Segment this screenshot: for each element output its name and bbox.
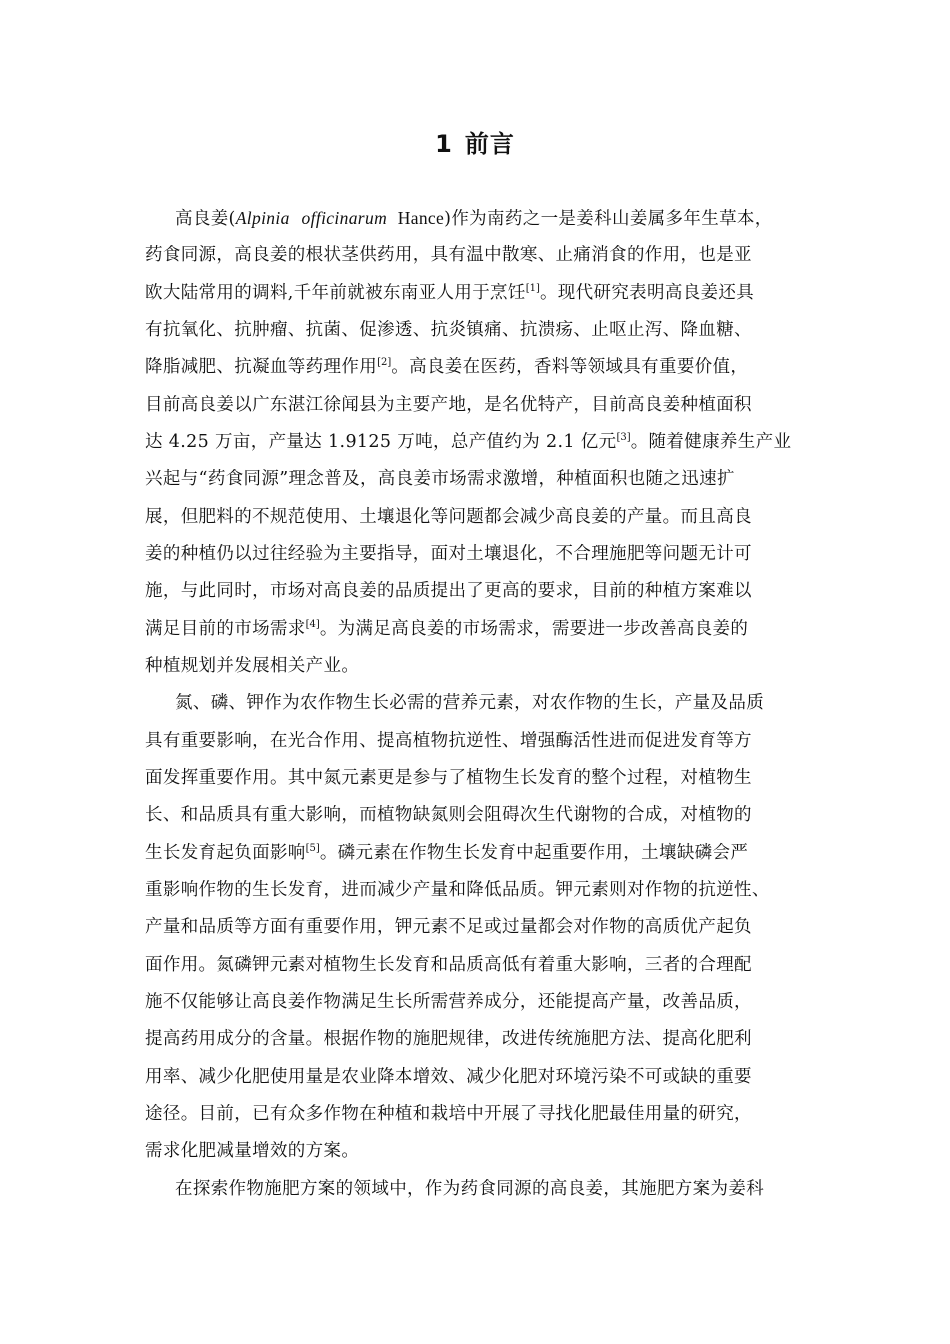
text-run: 。磷元素在作物生长发育中起重要作用，土壤缺磷会严: [319, 843, 749, 863]
citation-ref-5: [5]: [305, 843, 320, 854]
text-run: 。高良姜在医药，香料等领域具有重要价值，: [391, 357, 749, 377]
paragraph-1-line-2: 药食同源，高良姜的根状茎供药用，具有温中散寒、止痛消食的作用，也是亚: [145, 245, 752, 265]
citation-ref-3: [3]: [616, 432, 631, 443]
text-run: 降脂减肥、抗凝血等药理作用: [145, 357, 378, 377]
paragraph-2-line-3: 面发挥重要作用。其中氮元素更是参与了植物生长发育的整个过程，对植物生: [145, 768, 752, 788]
text-run: 。随着健康养生产业: [630, 432, 792, 452]
paragraph-1-line-12: [145, 617, 815, 641]
section-number: 1: [435, 130, 453, 158]
text-run: 。现代研究表明高良姜还具: [539, 283, 755, 303]
paragraph-2-line-8: 面作用。氮磷钾元素对植物生长发育和品质高低有着重大影响，三者的合理配: [145, 955, 752, 975]
paragraph-2-line-2: 具有重要影响，在光合作用、提高植物抗逆性、增强酶活性进而促进发育等方: [145, 731, 752, 751]
paragraph-2-line-9: 施不仅能够让高良姜作物满足生长所需营养成分，还能提高产量，改善品质，: [145, 992, 752, 1012]
paragraph-1-line-9: 展，但肥料的不规范使用、土壤退化等问题都会减少高良姜的产量。而且高良: [145, 507, 752, 527]
citation-ref-1: [1]: [525, 283, 540, 294]
paragraph-2-line-4: 长、和品质具有重大影响，而植物缺氮则会阻碍次生代谢物的合成，对植物的: [145, 805, 752, 825]
paragraph-1-line-8: 兴起与“药食同源”理念普及，高良姜市场需求激增，种植面积也随之迅速扩: [145, 469, 735, 489]
paragraph-1-line-11: 施，与此同时，市场对高良姜的品质提出了更高的要求，目前的种植方案难以: [145, 581, 752, 601]
paragraph-1-line-7: [145, 430, 815, 454]
latin-author: Hance: [392, 208, 445, 228]
paragraph-1-line-13: 种植规划并发展相关产业。: [145, 656, 360, 676]
paragraph-2-line-1: 氮、磷、钾作为农作物生长必需的营养元素，对农作物的生长，产量及品质: [175, 693, 765, 713]
paragraph-2-line-11: 用率、减少化肥使用量是农业降本增效、减少化肥对环境污染不可或缺的重要: [145, 1067, 752, 1087]
paragraph-1-line-6: 目前高良姜以广东湛江徐闻县为主要产地，是名优特产，目前高良姜种植面积: [145, 395, 752, 415]
text-run: 。为满足高良姜的市场需求，需要进一步改善高良姜的: [319, 619, 749, 639]
text-run: 生长发育起负面影响: [145, 843, 306, 863]
paragraph-1-line-1: [175, 206, 815, 231]
paragraph-2-line-10: 提高药用成分的含量。根据作物的施肥规律，改进传统施肥方法、提高化肥利: [145, 1029, 752, 1049]
paragraph-3-line-1: 在探索作物施肥方案的领域中，作为药食同源的高良姜，其施肥方案为姜科: [175, 1179, 765, 1199]
paragraph-1-line-5: [145, 355, 815, 379]
paragraph-1-line-10: 姜的种植仍以过往经验为主要指导，面对土壤退化，不合理施肥等问题无计可: [145, 544, 752, 564]
text-run: 达 4.25 万亩，产量达 1.9125 万吨，总产值约为 2.1 亿元: [145, 432, 617, 452]
paragraph-2-line-5: [145, 841, 815, 865]
section-title: 前言: [464, 130, 515, 158]
paragraph-1-line-3: [145, 281, 815, 305]
latin-genus: Alpinia: [235, 208, 290, 228]
paragraph-1-line-4: 有抗氧化、抗肿瘤、抗菌、促渗透、抗炎镇痛、抗溃疡、止呕止泻、降血糖、: [145, 320, 752, 340]
text-run: 欧大陆常用的调料,千年前就被东南亚人用于烹饪: [145, 283, 526, 303]
latin-species: officinarum: [301, 208, 388, 228]
paragraph-2-line-7: 产量和品质等方面有重要作用，钾元素不足或过量都会对作物的高质优产起负: [145, 917, 752, 937]
paragraph-2-line-12: 途径。目前，已有众多作物在种植和栽培中开展了寻找化肥最佳用量的研究，: [145, 1104, 752, 1124]
text-run: 满足目前的市场需求: [145, 619, 306, 639]
paragraph-2-line-6: 重影响作物的生长发育，进而减少产量和降低品质。钾元素则对作物的抗逆性、: [145, 880, 770, 900]
section-heading: [0, 124, 950, 159]
text-run: )作为南药之一是姜科山姜属多年生草本，: [444, 209, 773, 229]
citation-ref-2: [2]: [377, 357, 392, 368]
citation-ref-4: [4]: [305, 619, 320, 630]
paragraph-2-line-13: 需求化肥减量增效的方案。: [145, 1141, 360, 1161]
text-run: 高良姜(: [175, 209, 236, 229]
